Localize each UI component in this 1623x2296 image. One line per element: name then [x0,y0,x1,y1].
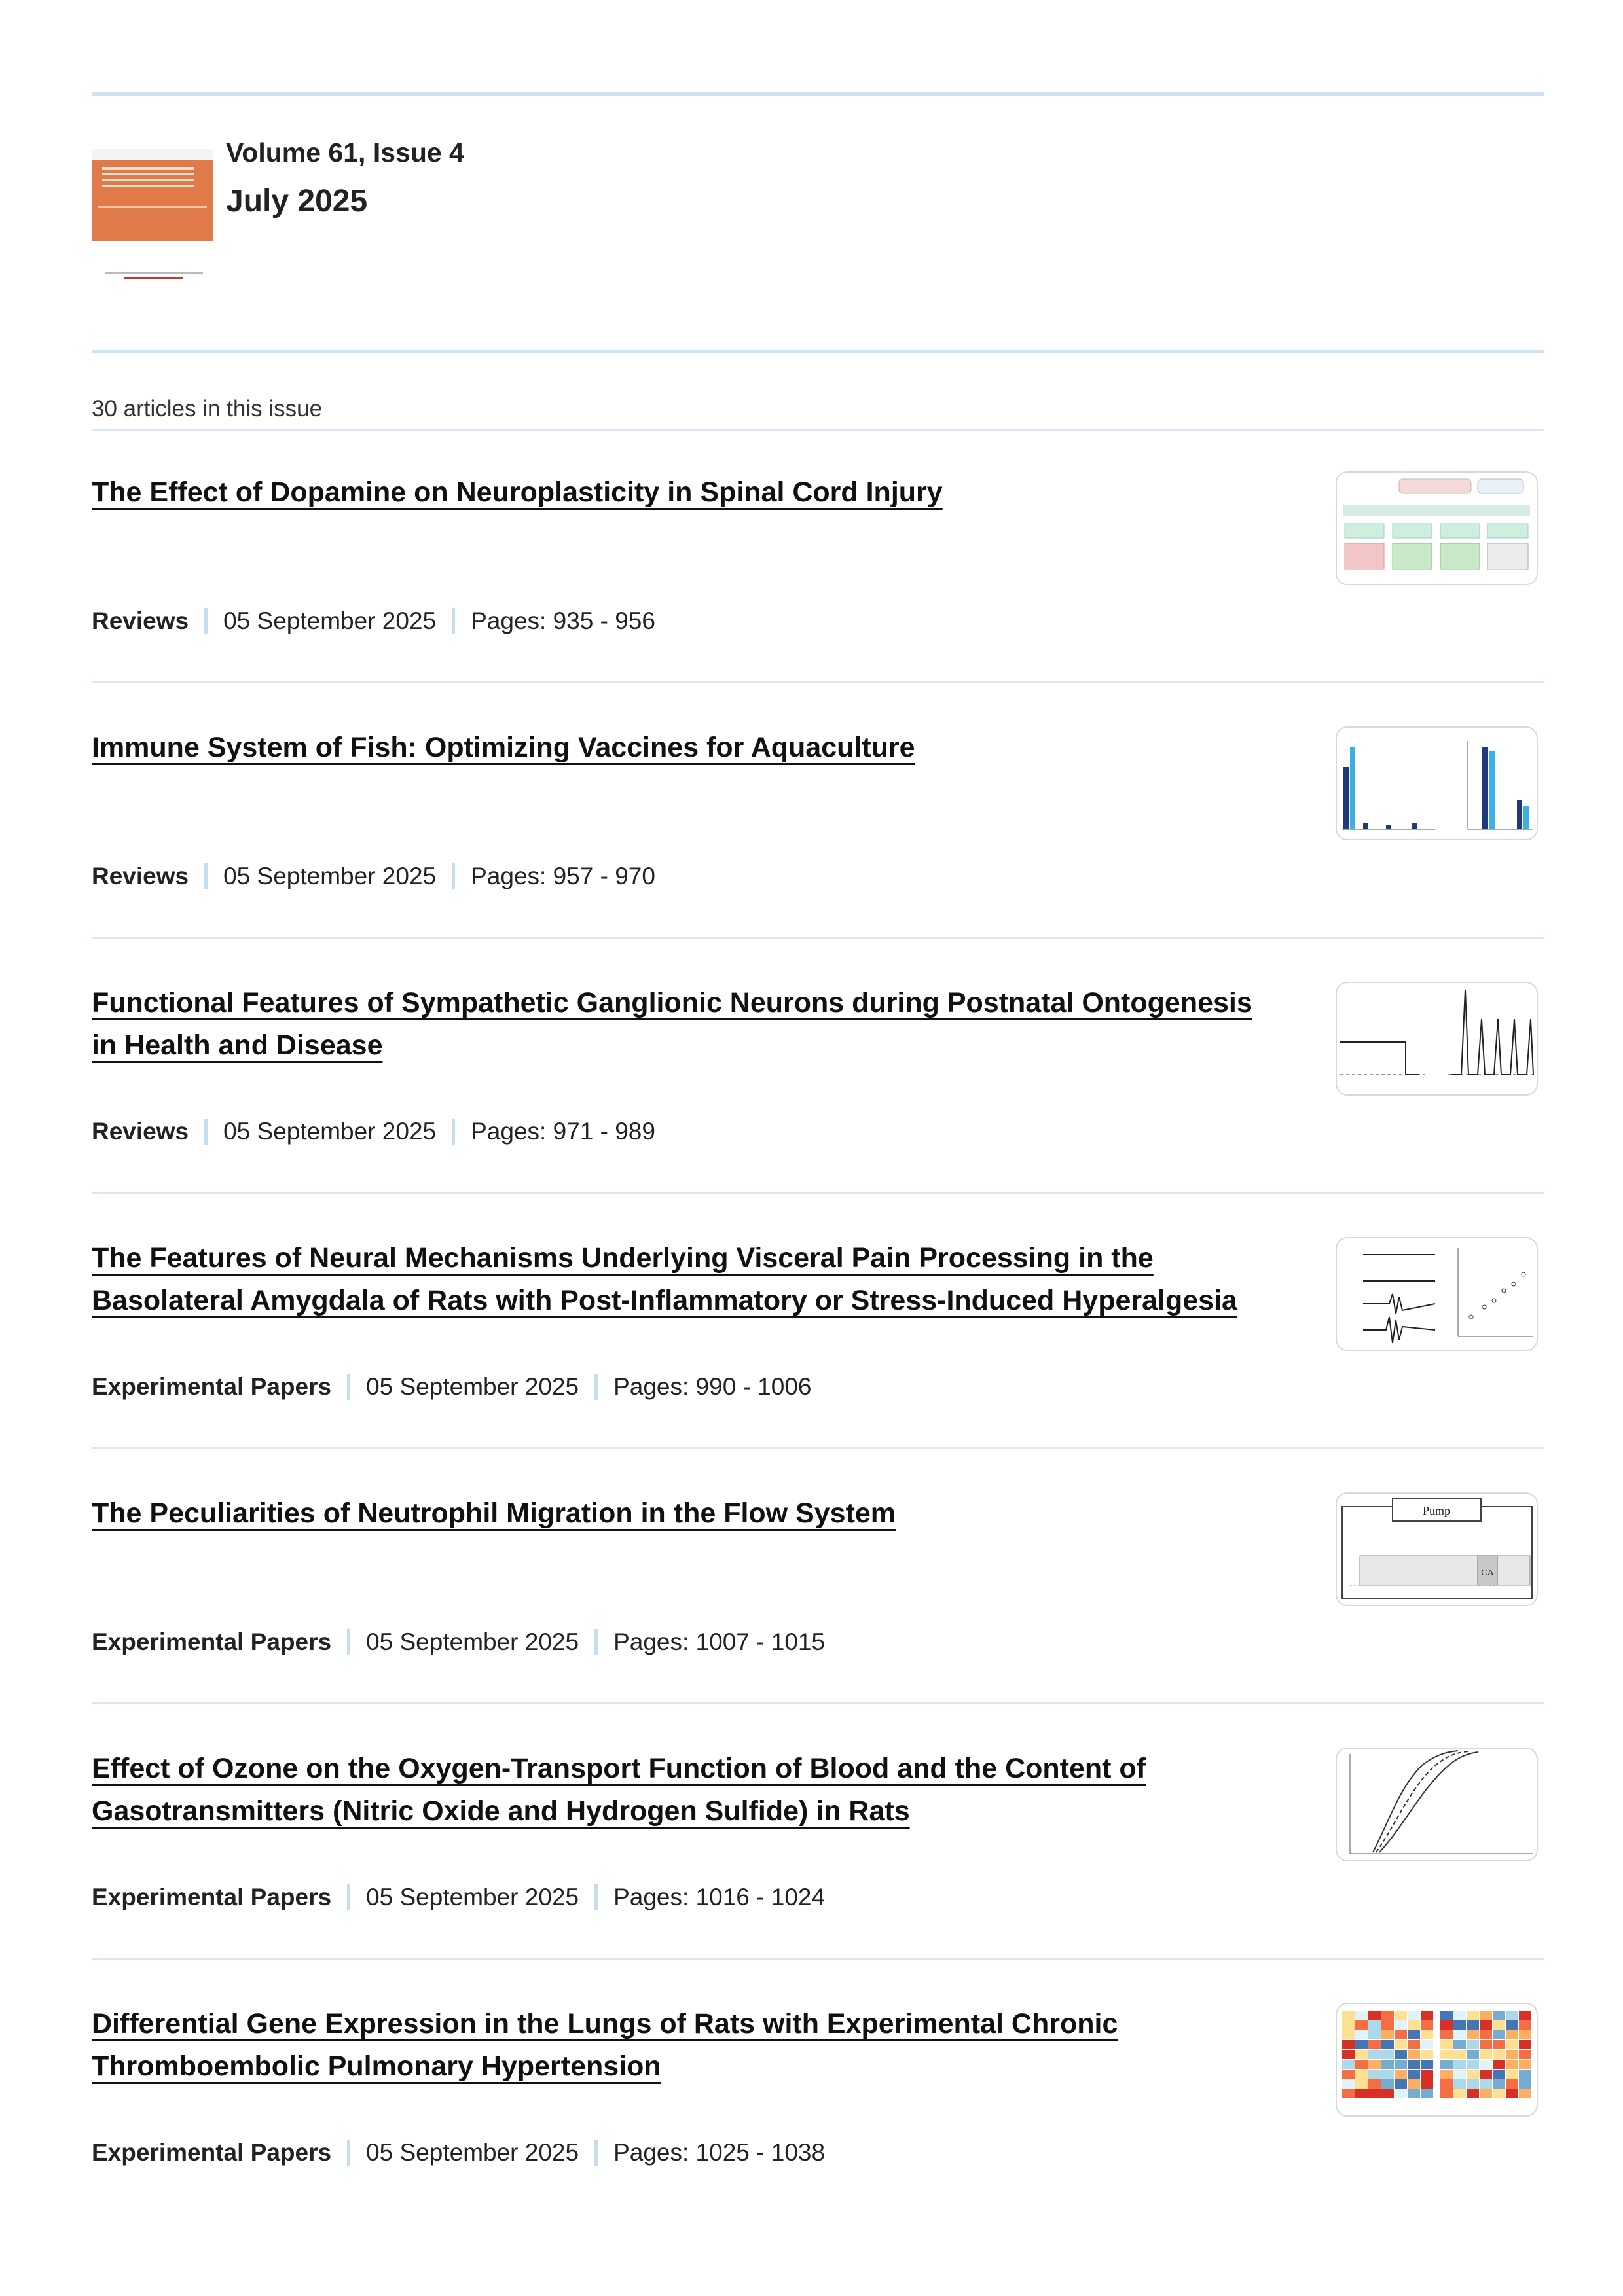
flowchart-graphic [1337,473,1537,584]
issue-date: July 2025 [226,184,368,219]
article-meta [92,1884,825,1911]
article-thumbnail[interactable] [1336,1237,1538,1351]
article-pages: Pages: 990 - 1006 [613,1373,812,1400]
article-meta [92,2139,825,2166]
article-type: Reviews [92,863,189,889]
article-pages: Pages: 1007 - 1015 [613,1628,826,1655]
flow-system-diagram [1337,1494,1537,1605]
count-rule [92,429,1544,431]
article-date: 05 September 2025 [223,607,437,634]
meta-separator [204,608,208,634]
article-thumbnail[interactable] [1336,982,1538,1096]
article-title[interactable]: Differential Gene Expression in the Lungs of Rats with Experimental Chronic Thromboembolic Pulmonary Hypertension [92,2008,1118,2082]
article-type: Experimental Papers [92,1373,332,1400]
article-pages: Pages: 1016 - 1024 [613,1884,826,1910]
publisher-logo [105,268,203,288]
meta-separator [204,1119,208,1145]
meta-separator [347,1629,350,1655]
heatmap-graphic [1337,2004,1537,2115]
bar-chart-graphic [1337,728,1537,839]
article-thumbnail[interactable] [1336,471,1538,585]
electrophysiology-graphic [1337,1238,1537,1350]
article-thumbnail[interactable] [1336,726,1538,840]
meta-separator [594,1374,598,1400]
article-meta [92,1628,825,1656]
meta-separator [347,1374,350,1400]
article-divider [92,1192,1544,1194]
article-date: 05 September 2025 [366,1628,579,1655]
article-title[interactable]: Immune System of Fish: Optimizing Vaccines for Aquaculture [92,732,915,763]
article-type: Experimental Papers [92,2139,332,2166]
dissociation-curve-graphic [1337,1749,1537,1860]
article-pages: Pages: 1025 - 1038 [613,2139,826,2166]
article-divider [92,1958,1544,1960]
meta-separator [452,608,455,634]
article-count: 30 articles in this issue [92,396,323,422]
journal-cover-image[interactable] [92,160,213,241]
article-date: 05 September 2025 [366,2139,579,2166]
article-divider [92,681,1544,683]
article-thumbnail[interactable] [1336,1748,1538,1861]
article-divider [92,1447,1544,1449]
article-date: 05 September 2025 [223,863,437,889]
article-thumbnail[interactable] [1336,1492,1538,1606]
article-date: 05 September 2025 [223,1118,437,1145]
meta-separator [347,2140,350,2166]
article-title[interactable]: The Effect of Dopamine on Neuroplasticity in Spinal Cord Injury [92,476,943,508]
article-pages: Pages: 957 - 970 [471,863,655,889]
cover-title-lines [102,167,194,170]
article-pages: Pages: 935 - 956 [471,607,655,634]
article-type: Experimental Papers [92,1628,332,1655]
article-divider [92,1702,1544,1704]
article-divider [92,937,1544,939]
article-title[interactable]: The Features of Neural Mechanisms Underlying Visceral Pain Processing in the Basolateral Amygdala of Rats with Post-Inflammatory or Stress-Induced Hyperalgesia [92,1242,1237,1316]
meta-separator [594,2140,598,2166]
article-date: 05 September 2025 [366,1373,579,1400]
article-title[interactable]: Effect of Ozone on the Oxygen-Transport Function of Blood and the Content of Gasotransmitters (Nitric Oxide and Hydrogen Sulfide) in Rats [92,1753,1146,1827]
article-title[interactable]: The Peculiarities of Neutrophil Migration in the Flow System [92,1498,896,1529]
top-rule [92,92,1544,96]
article-type: Reviews [92,607,189,634]
article-pages: Pages: 971 - 989 [471,1118,655,1145]
meta-separator [347,1884,350,1910]
meta-separator [452,1119,455,1145]
article-meta [92,607,655,635]
meta-separator [204,863,208,889]
cover-header [92,149,213,160]
article-title[interactable]: Functional Features of Sympathetic Ganglionic Neurons during Postnatal Ontogenesis in Health and Disease [92,987,1252,1061]
ca-label: CA [1481,1568,1494,1578]
article-meta [92,1118,655,1145]
article-thumbnail[interactable] [1336,2003,1538,2117]
article-meta [92,863,655,890]
issue-volume: Volume 61, Issue 4 [226,137,464,168]
article-type: Reviews [92,1118,189,1145]
article-type: Experimental Papers [92,1884,332,1910]
article-date: 05 September 2025 [366,1884,579,1910]
meta-separator [594,1884,598,1910]
pump-label: Pump [1422,1504,1451,1517]
header-bottom-rule [92,350,1544,353]
voltage-trace-graphic [1337,983,1537,1094]
meta-separator [594,1629,598,1655]
meta-separator [452,863,455,889]
article-meta [92,1373,811,1401]
cover-band [98,206,207,224]
